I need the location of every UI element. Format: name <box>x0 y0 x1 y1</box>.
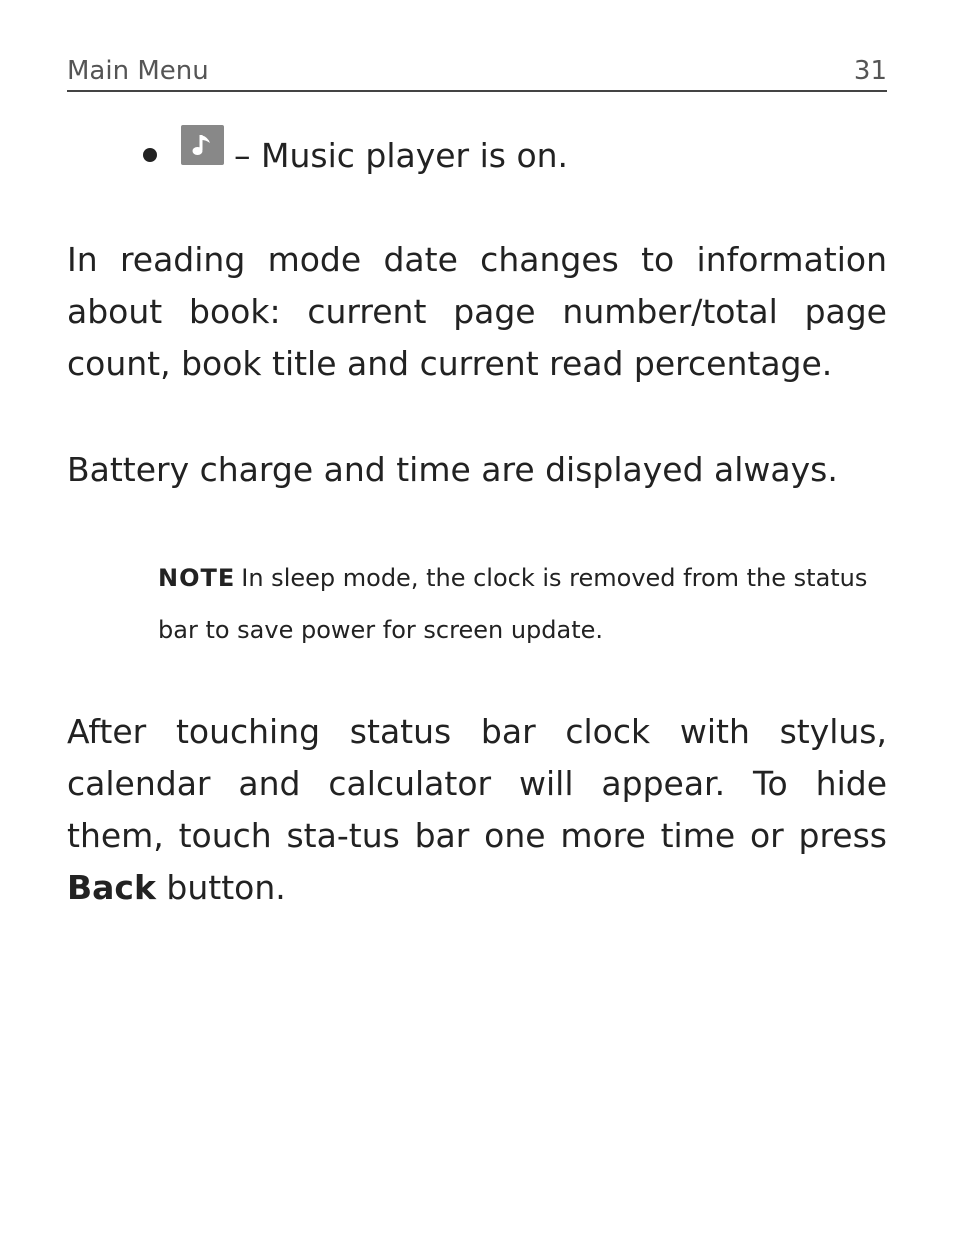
section-title: Main Menu <box>67 56 209 86</box>
paragraph-text-start: After touching status bar clock with stylus, calendar and calculator will appear. To hide them, touch sta-tus bar one more time or press <box>67 712 887 855</box>
back-button-reference: Back <box>67 868 156 907</box>
bullet-text: – Music player is on. <box>234 135 569 175</box>
paragraph-text-end: button. <box>155 868 286 907</box>
bullet-item-music <box>140 130 568 180</box>
paragraph-status-bar <box>67 706 887 914</box>
note-label: NOTE <box>158 564 236 592</box>
note-block <box>158 552 887 656</box>
page-number: 31 <box>853 56 887 86</box>
page-header <box>67 52 887 92</box>
note-text: In sleep mode, the clock is removed from the status bar to save power for screen update. <box>158 564 868 644</box>
paragraph-reading-mode: In reading mode date changes to information about book: current page number/total page count, book title and current read percentage. <box>67 240 887 383</box>
bullet-dot <box>143 148 157 162</box>
music-note-icon <box>181 125 224 165</box>
paragraph-battery: Battery charge and time are displayed always. <box>67 450 838 489</box>
